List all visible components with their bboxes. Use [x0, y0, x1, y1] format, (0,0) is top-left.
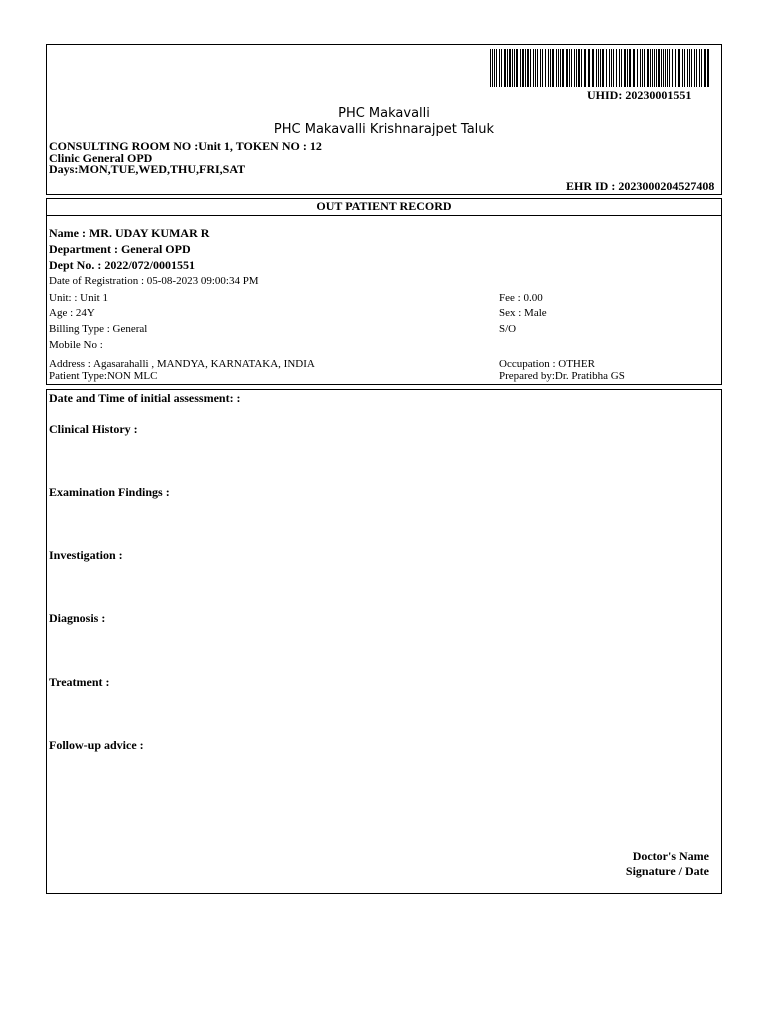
treatment-label: Treatment :: [49, 675, 110, 689]
consulting-room: CONSULTING ROOM NO :Unit 1, TOKEN NO : 12: [49, 139, 322, 153]
registration-date: Date of Registration : 05-08-2023 09:00:34 PM: [49, 275, 259, 287]
patient-department: Department : General OPD: [49, 242, 191, 256]
clinic-name: Clinic General OPD: [49, 151, 153, 165]
patient-dept-no: Dept No. : 2022/072/0001551: [49, 258, 195, 272]
signature-date-label: Signature / Date: [625, 864, 709, 878]
patient-mobile: Mobile No :: [49, 339, 103, 351]
uhid-barcode: [490, 49, 711, 87]
patient-unit: Unit: : Unit 1: [49, 292, 108, 304]
patient-sex: Sex : Male: [499, 307, 547, 319]
investigation-label: Investigation :: [49, 548, 123, 562]
section-title: OUT PATIENT RECORD: [316, 199, 452, 213]
initial-assessment-label: Date and Time of initial assessment: :: [49, 391, 241, 405]
patient-relation: S/O: [499, 323, 517, 335]
title-divider: [46, 215, 722, 216]
patient-fee: Fee : 0.00: [499, 292, 543, 304]
doctor-name-label: Doctor's Name: [632, 849, 709, 863]
examination-findings-label: Examination Findings :: [49, 485, 170, 499]
prepared-by: Prepared by:Dr. Pratibha GS: [499, 370, 625, 382]
patient-age: Age : 24Y: [49, 307, 95, 319]
ehr-id: EHR ID : 2023000204527408: [566, 179, 715, 193]
facility-full-name: PHC Makavalli Krishnarajpet Taluk: [273, 122, 495, 137]
patient-type: Patient Type:NON MLC: [49, 370, 158, 382]
followup-advice-label: Follow-up advice :: [49, 738, 144, 752]
clinical-history-label: Clinical History :: [49, 422, 138, 436]
patient-name: Name : MR. UDAY KUMAR R: [49, 226, 210, 240]
patient-occupation: Occupation : OTHER: [499, 358, 595, 370]
diagnosis-label: Diagnosis :: [49, 611, 106, 625]
uhid-label: UHID: 20230001551: [587, 88, 692, 102]
assessment-box: [46, 389, 722, 894]
clinic-days: Days:MON,TUE,WED,THU,FRI,SAT: [49, 162, 246, 176]
billing-type: Billing Type : General: [49, 323, 148, 335]
patient-address: Address : Agasarahalli , MANDYA, KARNATAKA, INDIA: [49, 358, 315, 370]
facility-name: PHC Makavalli: [338, 106, 430, 121]
